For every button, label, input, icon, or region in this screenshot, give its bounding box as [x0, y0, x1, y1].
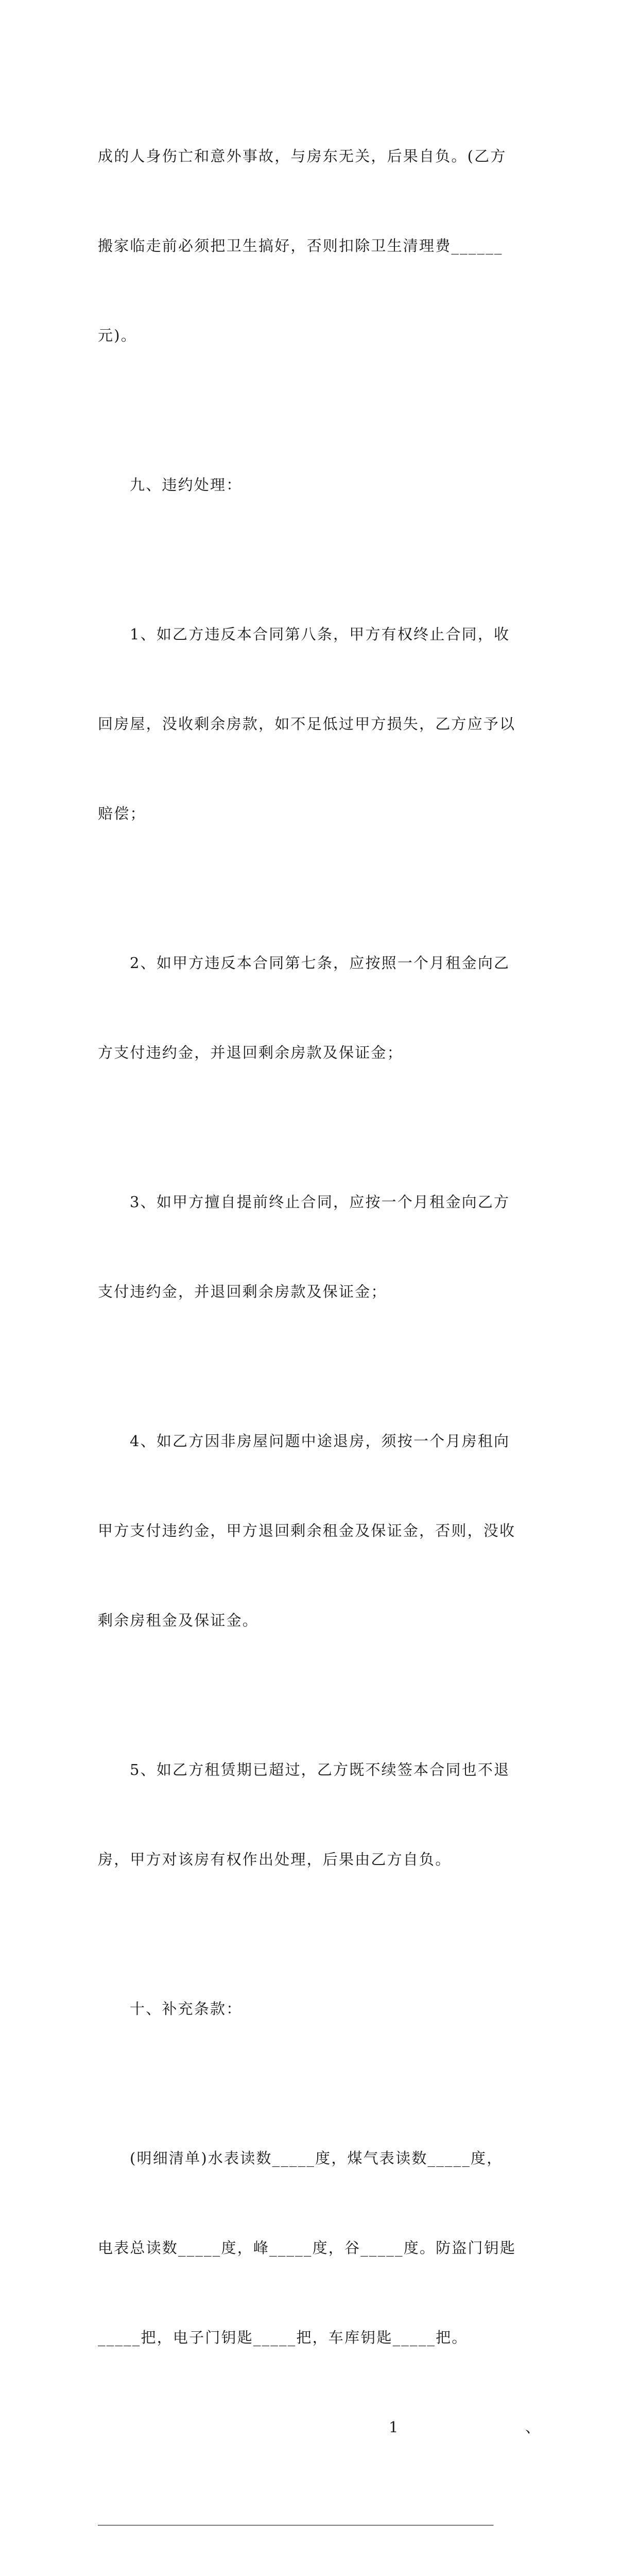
- text-line: 3、如甲方擅自提前终止合同，应按一个月租金向乙方: [130, 1193, 510, 1211]
- document-body: [98, 81, 541, 2576]
- text-line: 回房屋，没收剩余房款，如不足低过甲方损失，乙方应予以: [98, 715, 516, 733]
- blank-line: _____________________________________________________: [98, 2508, 494, 2526]
- text-line: 4、如乙方因非房屋问题中途退房，须按一个月房租向: [130, 1432, 510, 1450]
- text-line: 甲方支付违约金，甲方退回剩余租金及保证金，否则，没收: [98, 1522, 516, 1539]
- text-line: 支付违约金，并退回剩余房款及保证金；: [98, 1283, 387, 1300]
- clause-number: 1: [389, 2418, 399, 2436]
- clause-1-header: [98, 2412, 541, 2442]
- text-line: 房，甲方对该房有权作出处理，后果由乙方自负。: [98, 1851, 452, 1868]
- text-line: (明细清单)水表读数_____度，煤气表读数_____度，: [130, 2149, 503, 2167]
- text-line: 元)。: [98, 327, 137, 344]
- section-heading-supplementary: [98, 1934, 541, 2083]
- breach-item-3: [98, 1127, 541, 1366]
- text-line: 成的人身伤亡和意外事故，与房东无关，后果自负。(乙方: [98, 147, 507, 165]
- text-line: 1、如乙方违反本合同第八条，甲方有权终止合同，收: [130, 625, 510, 643]
- paragraph-cleanup-clause: [98, 81, 541, 410]
- text-line: 赔偿；: [98, 805, 146, 822]
- text-line: 5、如乙方租赁期已超过，乙方既不续签本合同也不退: [130, 1761, 510, 1778]
- text-line: _____把，电子门钥匙_____把，车库钥匙_____把。: [98, 2329, 468, 2346]
- section-title: 九、违约处理：: [130, 476, 243, 494]
- text-line: 2、如甲方违反本合同第七条，应按照一个月租金向乙: [130, 954, 510, 972]
- section-title: 十、补充条款：: [130, 2000, 243, 2018]
- breach-item-2: [98, 888, 541, 1127]
- text-line: 剩余房租金及保证金。: [98, 1612, 259, 1629]
- clause-1-blank: [98, 2442, 541, 2576]
- clause-mark: 、: [525, 2418, 541, 2436]
- detail-list-paragraph: [98, 2083, 541, 2412]
- text-line: 搬家临走前必须把卫生搞好，否则扣除卫生清理费______: [98, 237, 503, 255]
- section-heading-breach: [98, 410, 541, 560]
- breach-item-4: [98, 1366, 541, 1695]
- breach-item-5: [98, 1695, 541, 1934]
- breach-item-1: [98, 560, 541, 888]
- text-line: 电表总读数_____度，峰_____度，谷_____度。防盗门钥匙: [98, 2239, 516, 2257]
- text-line: 方支付违约金，并退回剩余房款及保证金；: [98, 1044, 403, 1061]
